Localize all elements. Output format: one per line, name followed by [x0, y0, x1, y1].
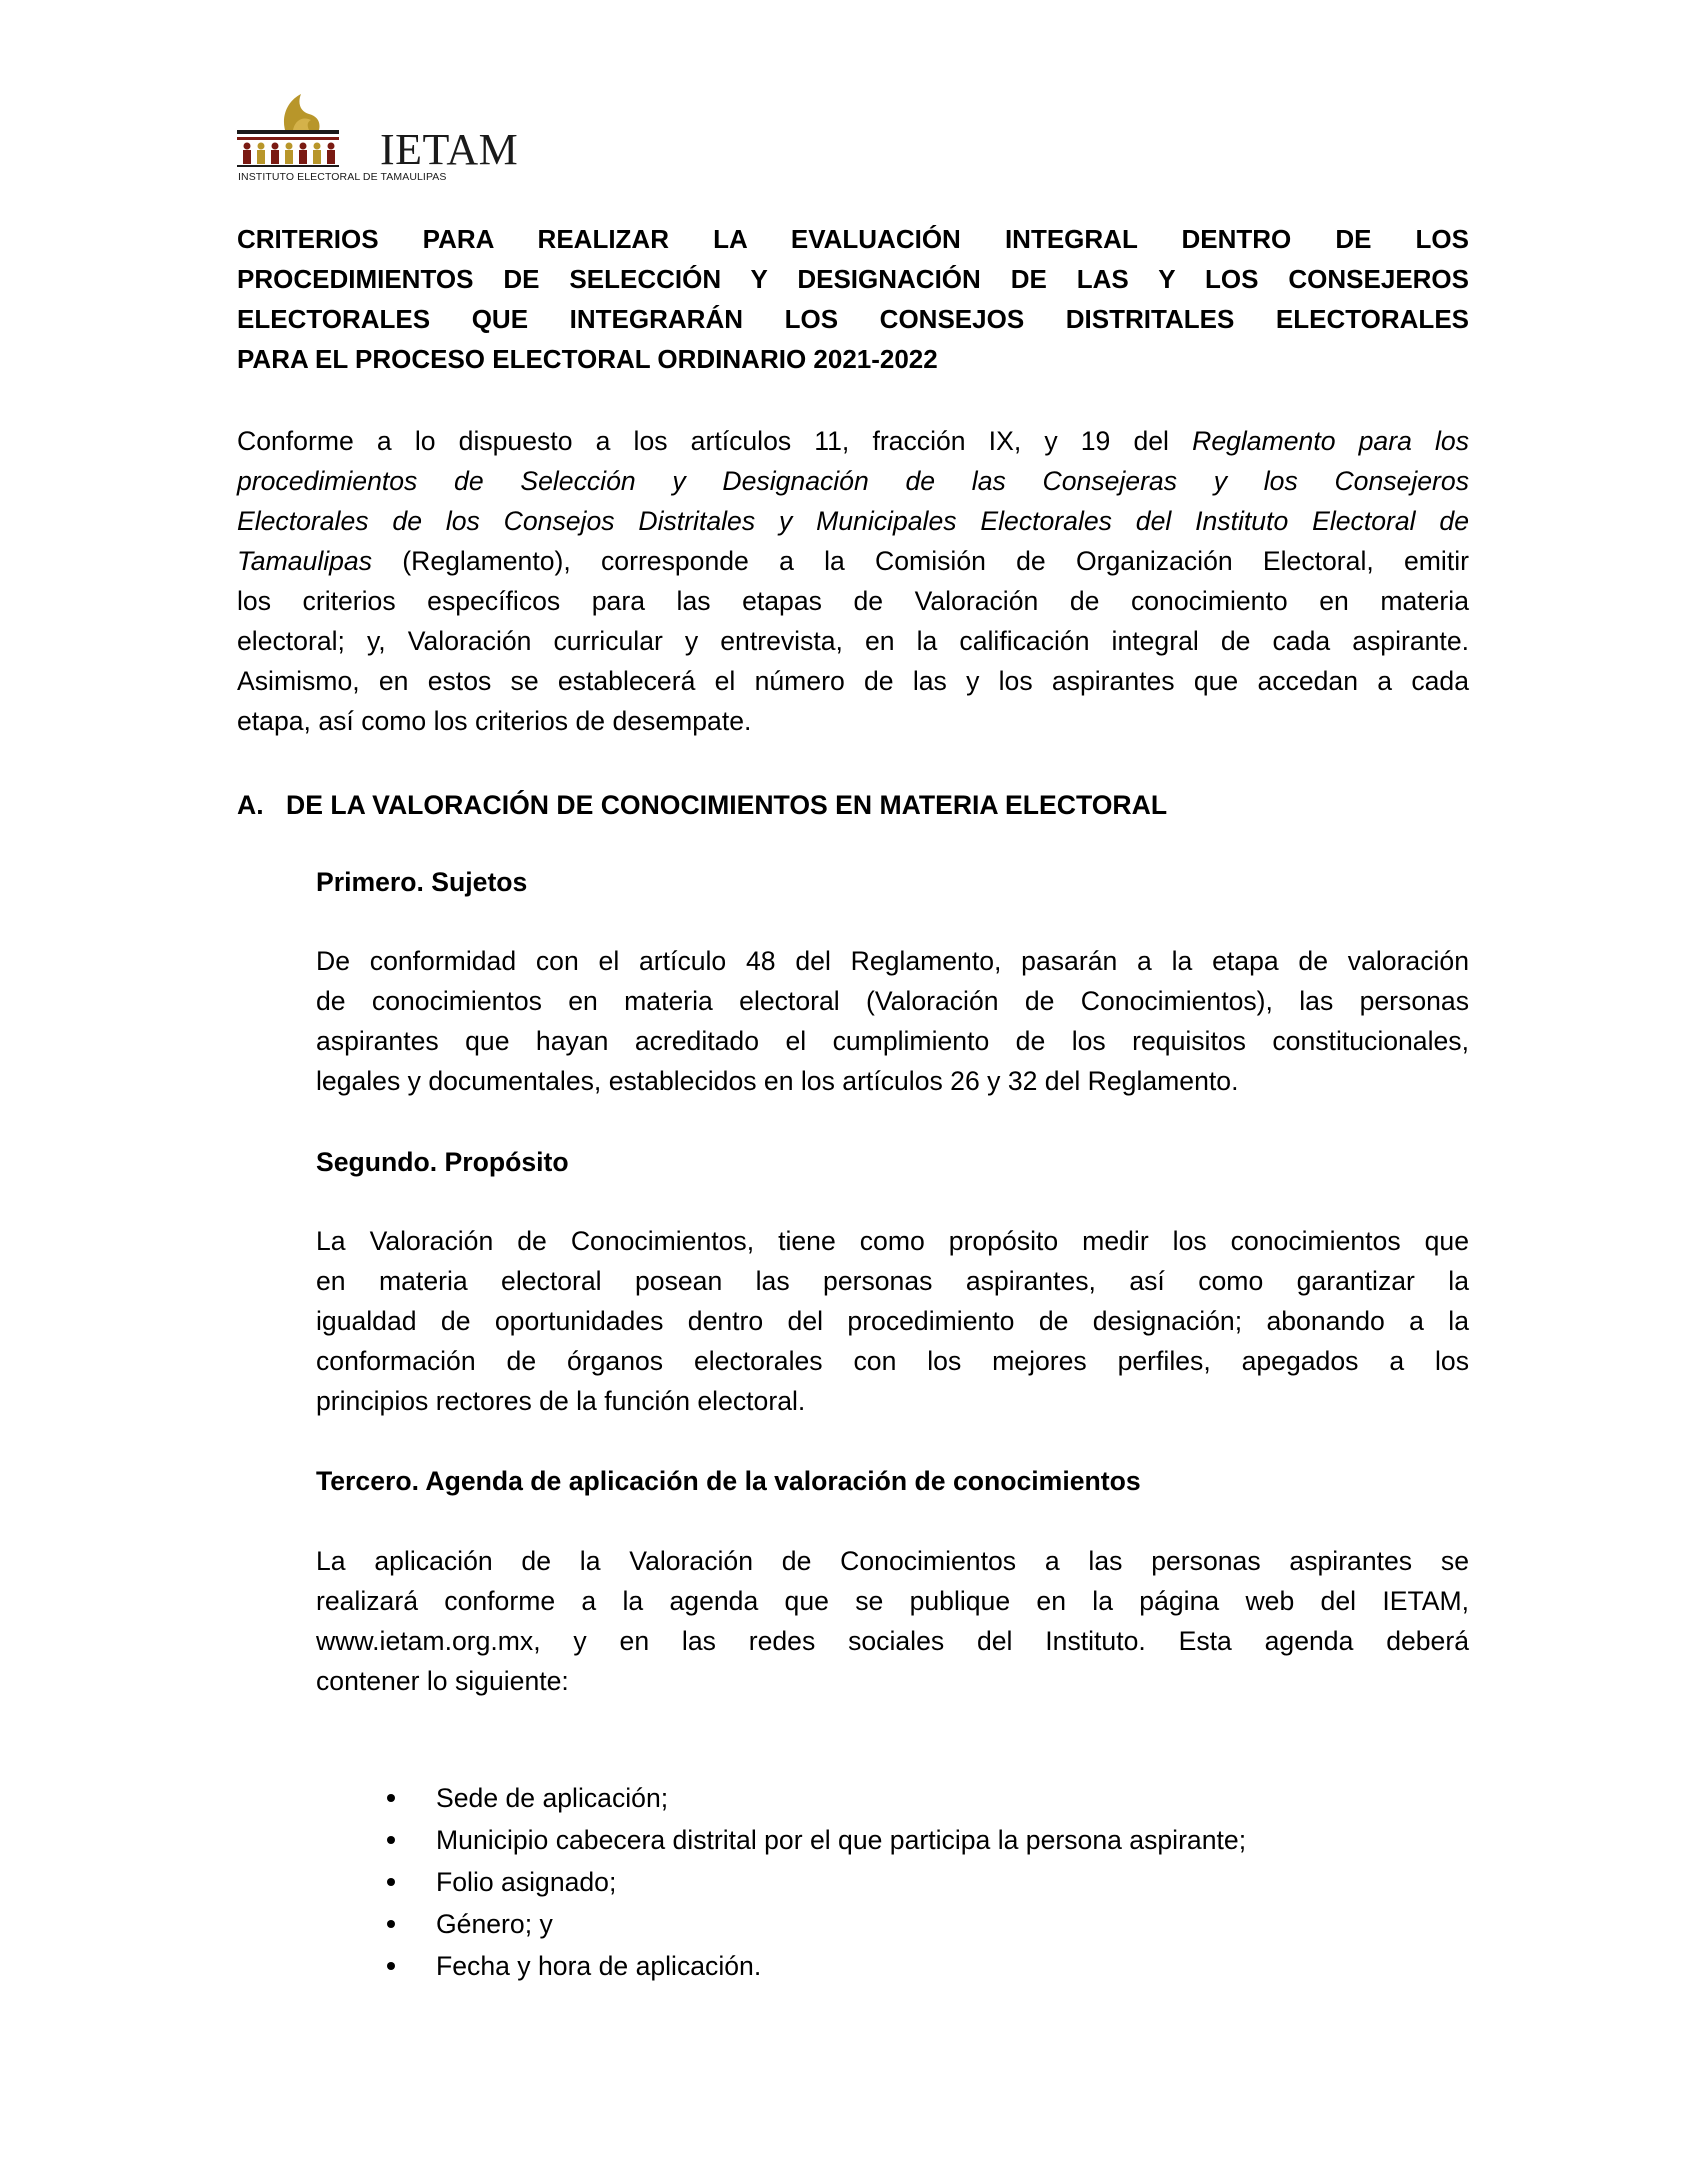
paragraph-line: de conocimientos en materia electoral (Valoración de Conocimientos), las personas: [316, 986, 1469, 1016]
title-line: PROCEDIMIENTOS DE SELECCIÓN Y DESIGNACIÓN DE LAS Y LOS CONSEJEROS: [237, 264, 1469, 294]
intro-text: (Reglamento), corresponde a la Comisión de Organización Electoral, emitir: [372, 546, 1469, 576]
bullet-icon: [387, 1794, 395, 1802]
segundo-heading: Segundo. Propósito: [316, 1147, 569, 1177]
title-line: PARA EL PROCESO ELECTORAL ORDINARIO 2021-2022: [237, 344, 938, 374]
paragraph-line: aspirantes que hayan acreditado el cumplimiento de los requisitos constitucionales,: [316, 1026, 1469, 1056]
section-heading-text: DE LA VALORACIÓN DE CONOCIMIENTOS EN MATERIA ELECTORAL: [286, 790, 1168, 820]
intro-line: etapa, así como los criterios de desempate.: [237, 706, 752, 736]
regulation-title: Electorales de los Consejos Distritales y Municipales Electorales del Instituto Electoral de: [237, 506, 1469, 536]
list-item: [384, 1777, 1469, 1819]
section-marker: A.: [237, 790, 264, 820]
list-item-text: Folio asignado;: [436, 1867, 617, 1897]
list-item-text: Sede de aplicación;: [436, 1783, 669, 1813]
list-item: [384, 1903, 1469, 1945]
bullet-icon: [387, 1878, 395, 1886]
regulation-title: Tamaulipas: [237, 546, 373, 576]
segundo-paragraph: [316, 1221, 1469, 1421]
ietam-logo: [237, 92, 519, 187]
list-item: [384, 1819, 1469, 1861]
document-title: [237, 219, 1469, 379]
paragraph-line: www.ietam.org.mx, y en las redes sociales del Instituto. Esta agenda deberá: [316, 1626, 1469, 1656]
paragraph-line: principios rectores de la función electoral.: [316, 1386, 806, 1416]
logo-wordmark: IETAM: [380, 125, 519, 174]
paragraph-line: La Valoración de Conocimientos, tiene como propósito medir los conocimientos que: [316, 1226, 1469, 1256]
ietam-emblem-icon: [237, 92, 377, 172]
intro-line: [237, 461, 1469, 501]
paragraph-line: legales y documentales, establecidos en los artículos 26 y 32 del Reglamento.: [316, 1066, 1239, 1096]
list-item-text: Municipio cabecera distrital por el que participa la persona aspirante;: [436, 1825, 1247, 1855]
intro-line: [237, 501, 1469, 541]
paragraph-line: contener lo siguiente:: [316, 1666, 569, 1696]
title-line: ELECTORALES QUE INTEGRARÁN LOS CONSEJOS DISTRITALES ELECTORALES: [237, 304, 1469, 334]
list-item-text: Género; y: [436, 1909, 553, 1939]
list-item: [384, 1861, 1469, 1903]
regulation-title: Reglamento para los: [1192, 426, 1469, 456]
tercero-heading: Tercero. Agenda de aplicación de la valoración de conocimientos: [316, 1466, 1141, 1496]
intro-line: los criterios específicos para las etapas de Valoración de conocimiento en materia: [237, 586, 1469, 616]
intro-line: electoral; y, Valoración curricular y entrevista, en la calificación integral de cada aspirante.: [237, 626, 1469, 656]
intro-line: Asimismo, en estos se establecerá el número de las y los aspirantes que accedan a cada: [237, 666, 1469, 696]
list-item: [384, 1945, 1469, 1987]
primero-paragraph: [316, 941, 1469, 1101]
paragraph-line: conformación de órganos electorales con los mejores perfiles, apegados a los: [316, 1346, 1469, 1376]
paragraph-line: realizará conforme a la agenda que se publique en la página web del IETAM,: [316, 1586, 1469, 1616]
regulation-title: procedimientos de Selección y Designación de las Consejeras y los Consejeros: [237, 466, 1469, 496]
intro-paragraph: [237, 421, 1469, 741]
paragraph-line: La aplicación de la Valoración de Conocimientos a las personas aspirantes se: [316, 1546, 1469, 1576]
intro-text: Conforme a lo dispuesto a los artículos 11, fracción IX, y 19 del: [237, 426, 1193, 456]
title-line: CRITERIOS PARA REALIZAR LA EVALUACIÓN INTEGRAL DENTRO DE LOS: [237, 224, 1469, 254]
paragraph-line: De conformidad con el artículo 48 del Reglamento, pasarán a la etapa de valoración: [316, 946, 1469, 976]
paragraph-line: igualdad de oportunidades dentro del procedimiento de designación; abonando a la: [316, 1306, 1469, 1336]
primero-heading: Primero. Sujetos: [316, 867, 528, 897]
bullet-icon: [387, 1920, 395, 1928]
bullet-icon: [387, 1836, 395, 1844]
tercero-paragraph: [316, 1541, 1469, 1701]
agenda-list: [384, 1777, 1469, 1987]
section-a-heading: [237, 785, 1469, 825]
logo-subtitle: INSTITUTO ELECTORAL DE TAMAULIPAS: [238, 171, 447, 183]
intro-line: [237, 421, 1469, 461]
list-item-text: Fecha y hora de aplicación.: [436, 1951, 762, 1981]
paragraph-line: en materia electoral posean las personas aspirantes, así como garantizar la: [316, 1266, 1469, 1296]
bullet-icon: [387, 1962, 395, 1970]
intro-line: [237, 541, 1469, 581]
